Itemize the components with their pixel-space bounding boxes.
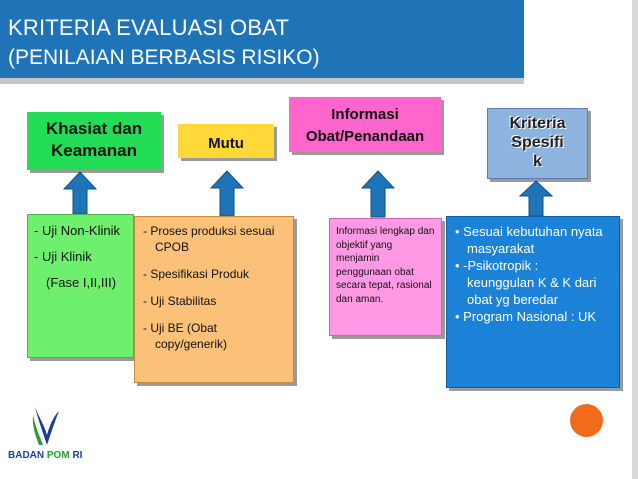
badan-pom-logo-icon xyxy=(5,403,65,449)
detail-item: (Fase I,II,III) xyxy=(46,275,117,290)
up-arrow-khasiat xyxy=(63,171,97,215)
logo-text: BADAN POM RI xyxy=(8,450,83,461)
slide-subtitle: (PENILAIAN BERBASIS RISIKO) xyxy=(8,46,320,69)
detail-item: - Uji BE (Obat copy/generik) xyxy=(143,321,228,351)
detail-item: - Spesifikasi Produk xyxy=(143,267,250,281)
category-kriteria-spesifik: Kriteria Spesifi k xyxy=(487,108,588,179)
slide-title: KRITERIA EVALUASI OBAT xyxy=(8,15,290,40)
category-mutu: Mutu xyxy=(178,124,274,158)
detail-informasi-obat xyxy=(329,218,442,336)
detail-item: • Program Nasional : UK xyxy=(455,309,597,324)
up-arrow-informasi xyxy=(361,170,395,218)
decorative-circle xyxy=(570,404,603,437)
detail-item: - Proses produksi sesuai CPOB xyxy=(143,224,275,254)
category-khasiat-keamanan: Khasiat dan Keamanan xyxy=(27,112,161,170)
detail-item: - Uji Klinik xyxy=(34,249,92,264)
detail-subitem: keunggulan K & K dari obat yg beredar xyxy=(467,275,597,307)
category-informasi-obat: Informasi Obat/Penandaan xyxy=(289,97,441,152)
detail-mutu xyxy=(134,216,294,383)
detail-khasiat-keamanan xyxy=(27,214,134,358)
right-edge-bar xyxy=(624,0,638,479)
detail-kriteria-spesifik xyxy=(446,216,620,388)
up-arrow-mutu xyxy=(210,170,244,217)
detail-item: • Sesuai kebutuhan nyata masyarakat xyxy=(455,224,603,256)
detail-item: - Uji Non-Klinik xyxy=(34,223,120,238)
title-banner xyxy=(0,0,524,78)
detail-item: • -Psikotropik : xyxy=(455,258,539,273)
detail-item: - Uji Stabilitas xyxy=(143,294,217,308)
up-arrow-kriteria xyxy=(519,180,553,217)
detail-text: Informasi lengkap dan objektif yang menjamin penggunaan obat secara tepat, rasional dan aman. xyxy=(336,226,435,305)
title-underline xyxy=(0,78,524,84)
